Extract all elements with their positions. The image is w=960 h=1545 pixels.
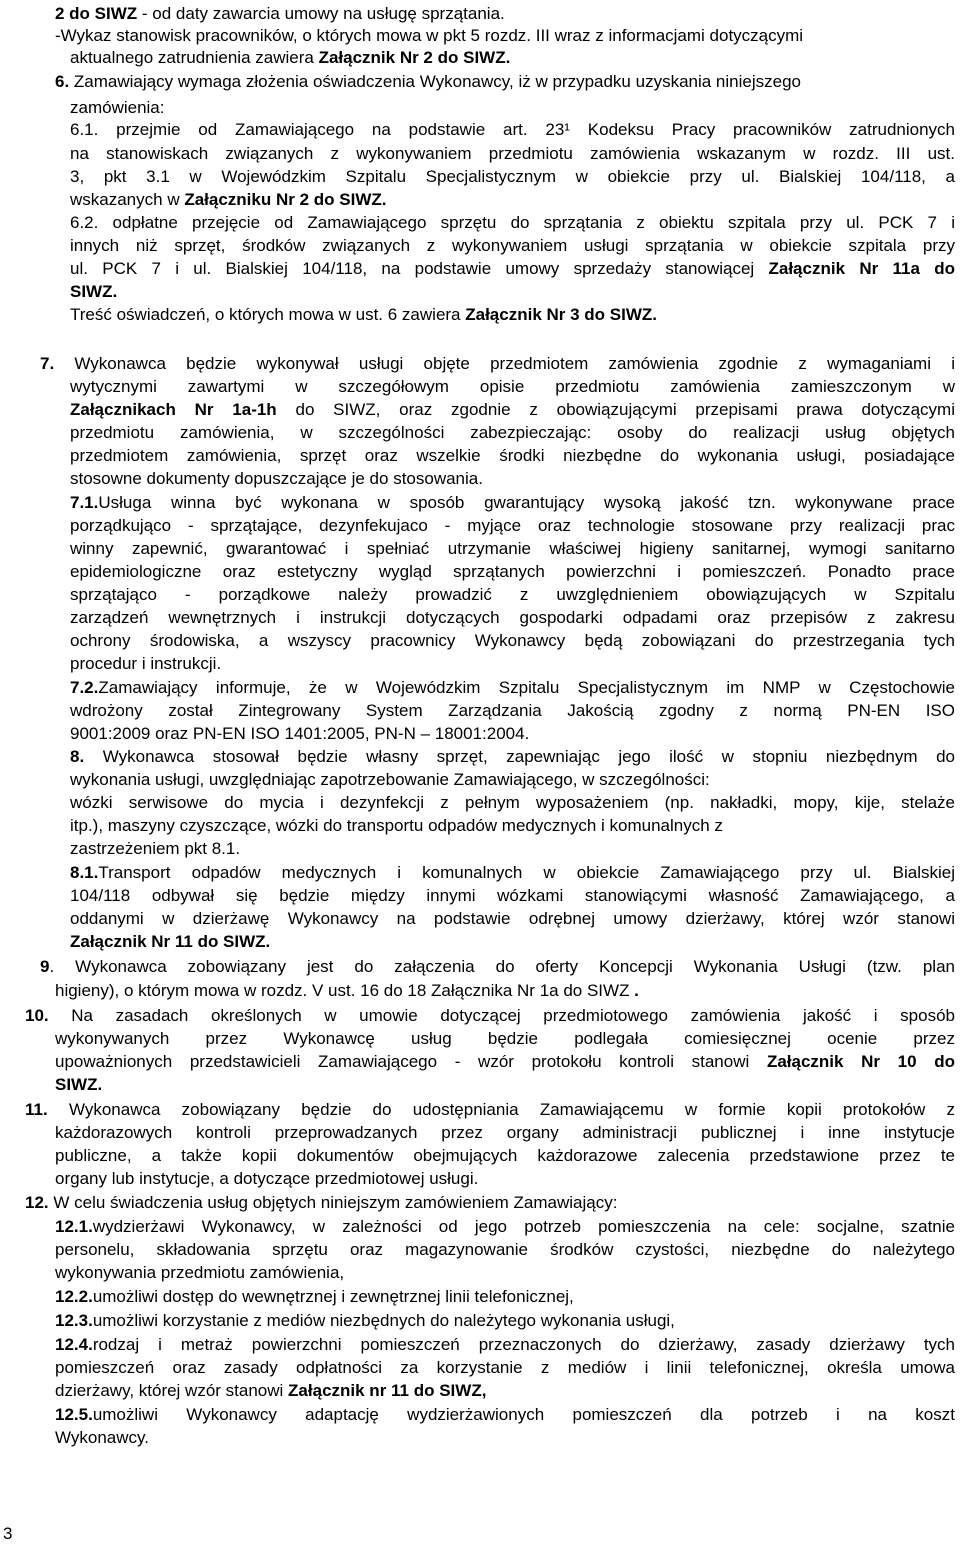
text-line xyxy=(55,1168,478,1190)
text-line xyxy=(55,25,803,47)
text-run: Treść oświadczeń, o których mowa w ust. 6 zawiera xyxy=(70,305,466,324)
text-run: ul. PCK 7 i ul. Bialskiej 104/118, na podstawie umowy sprzedaży stanowiącej xyxy=(70,259,769,278)
text-line xyxy=(70,607,955,629)
text-run: wykonania usługi, uwzględniając zapotrzebowanie Zamawiającego, w szczególności: xyxy=(70,770,710,789)
text-run: wskazanych w xyxy=(70,190,185,209)
bold-text: 12.4. xyxy=(55,1335,93,1354)
text-line xyxy=(70,422,955,444)
text-run: organy lub instytucje, a dotyczące przedmiotowej usługi. xyxy=(55,1169,479,1188)
page-number: 3 xyxy=(3,1524,13,1543)
bold-text: 9 xyxy=(40,957,50,976)
text-run: winny zapewnić, gwarantować i spełniać utrzymanie właściwej higieny sanitarnej, wymogi sanitarno xyxy=(70,539,955,558)
bold-text: 6. xyxy=(55,72,70,91)
text-line xyxy=(55,3,505,25)
bold-text: . xyxy=(634,981,639,1000)
text-run: personelu, składowania sprzętu oraz magazynowanie środków czystości, niezbędne do należytego xyxy=(55,1240,955,1259)
text-line xyxy=(55,1262,344,1284)
text-run: oddanymi w dzierżawę Wykonawcy na podstawie odrębnej umowy dzierżawy, której wzór stanowi xyxy=(70,909,955,928)
text-line xyxy=(70,838,240,860)
text-run: 9001:2009 oraz PN-EN ISO 1401:2005, PN-N – 18001:2004. xyxy=(70,724,530,743)
text-line xyxy=(55,1216,955,1238)
bold-text: 7.1. xyxy=(70,493,99,512)
text-line xyxy=(55,1051,955,1073)
text-line xyxy=(55,1028,955,1050)
text-run: upoważnionych przedstawicieli Zamawiającego - wzór protokołu kontroli stanowi xyxy=(55,1052,767,1071)
bold-text: 12.2. xyxy=(55,1287,93,1306)
text-line xyxy=(70,677,955,699)
text-run: przedmiotu zamówienia, w szczególności zabezpieczając: osoby do realizacji usług objętych xyxy=(70,423,955,442)
text-run: . Wykonawca zobowiązany jest do załączenia do oferty Koncepcji Wykonania Usługi (tzw. plan xyxy=(49,957,955,976)
text-run: Transport odpadów medycznych i komunalnych w obiekcie Zamawiającego przy ul. Bialskiej xyxy=(98,863,955,882)
text-run: 104/118 odbywał się będzie między innymi wózkami stanowiącymi własność Zamawiającego, a xyxy=(70,886,955,905)
text-line xyxy=(70,862,955,884)
text-line xyxy=(70,815,723,837)
bold-text: 12.3. xyxy=(55,1311,93,1330)
bold-text: SIWZ. xyxy=(55,1075,103,1094)
text-line xyxy=(70,166,955,188)
text-run: Wykonawca zobowiązany będzie do udostępniania Zamawiającemu w formie kopii protokołów z xyxy=(47,1100,955,1119)
text-line xyxy=(55,71,801,93)
bold-text: Załączniku Nr 2 do SIWZ. xyxy=(184,190,387,209)
text-run: Usługa winna być wykonana w sposób gwarantujący wysoką jakość tzn. wykonywane prace xyxy=(98,493,955,512)
text-run: do SIWZ, oraz zgodnie z obowiązującymi przepisami prawa dotyczącymi xyxy=(276,400,955,419)
text-run: Zamawiający wymaga złożenia oświadczenia Wykonawcy, iż w przypadku uzyskania niniejszego xyxy=(69,72,801,91)
text-line xyxy=(70,769,710,791)
text-run: publiczne, a także kopii dokumentów obejmujących każdorazowe zalecenia przedstawione przez te xyxy=(55,1146,955,1165)
text-run: Na zasadach określonych w umowie dotyczącej przedmiotowego zamówienia jakość i sposób xyxy=(48,1006,955,1025)
text-line xyxy=(70,700,955,722)
text-line xyxy=(70,792,955,814)
text-line xyxy=(70,908,955,930)
text-run: W celu świadczenia usług objętych niniejszym zamówieniem Zamawiający: xyxy=(48,1193,618,1212)
text-line xyxy=(25,1192,617,1214)
text-line xyxy=(70,515,955,537)
text-run: umożliwi dostęp do wewnętrznej i zewnętrznej linii telefonicznej, xyxy=(92,1287,574,1306)
bold-text: Załącznik Nr 10 do xyxy=(766,1052,955,1071)
text-line xyxy=(70,492,955,514)
text-line xyxy=(55,1145,955,1167)
text-run: zarządzeń wewnętrznych i instrukcji dotyczących gospodarki odpadami oraz przepisów z zakresu xyxy=(70,608,955,627)
bold-text: 12.5. xyxy=(55,1405,93,1424)
text-line xyxy=(70,304,657,326)
text-run: wdrożony został Zintegrowany System Zarządzania Jakością zgodny z normą PN-EN ISO xyxy=(70,701,955,720)
text-run: zastrzeżeniem pkt 8.1. xyxy=(70,839,241,858)
text-line xyxy=(55,1404,955,1426)
bold-text: 2 do SIWZ xyxy=(55,4,138,23)
text-run: wydzierżawi Wykonawcy, w zależności od jego potrzeb pomieszczenia na cele: socjalne, szatnie xyxy=(92,1217,955,1236)
text-line xyxy=(55,1286,574,1308)
text-line xyxy=(55,980,639,1002)
bold-text: 12. xyxy=(25,1193,49,1212)
text-run: aktualnego zatrudnienia zawiera xyxy=(70,48,319,67)
text-line xyxy=(55,1334,955,1356)
text-run: ochrony środowiska, a wszyscy pracownicy Wykonawcy będą zobowiązani do przestrzegania tych xyxy=(70,631,955,650)
text-line xyxy=(70,538,955,560)
bold-text: 8. xyxy=(70,747,85,766)
text-run: -Wykaz stanowisk pracowników, o których mowa w pkt 5 rozdz. III wraz z informacjami dotyczącymi xyxy=(55,26,804,45)
text-run: 3, pkt 3.1 w Wojewódzkim Szpitalu Specjalistycznym w obiekcie przy ul. Bialskiej 104/118, a xyxy=(70,167,955,186)
text-run: itp.), maszyny czyszczące, wózki do transportu odpadów medycznych i komunalnych z xyxy=(70,816,723,835)
bold-text: Załącznik Nr 11 do SIWZ. xyxy=(70,932,271,951)
bold-text: 8.1. xyxy=(70,863,99,882)
text-line xyxy=(70,258,955,280)
text-line xyxy=(70,376,955,398)
text-line xyxy=(70,235,955,257)
text-line xyxy=(70,445,955,467)
text-line xyxy=(55,1239,955,1261)
text-line xyxy=(70,746,955,768)
text-run: wózki serwisowe do mycia i dezynfekcji z pełnym wyposażeniem (np. nakładki, mopy, kije, stelaże xyxy=(70,793,955,812)
text-run: Wykonawcy. xyxy=(55,1428,149,1447)
text-line xyxy=(70,653,221,675)
text-line xyxy=(70,723,529,745)
text-line xyxy=(70,119,955,141)
text-run: umożliwi korzystanie z mediów niezbędnych do należytego wykonania usługi, xyxy=(92,1311,675,1330)
text-line xyxy=(70,584,955,606)
text-run: rodzaj i metraż powierzchni pomieszczeń przeznaczonych do dzierżawy, zasady dzierżawy tych xyxy=(92,1335,955,1354)
text-run: 6.2. odpłatne przejęcie od Zamawiającego sprzętu do sprzątania z obiektu szpitala przy ul. PCK 7 i xyxy=(70,213,955,232)
text-line xyxy=(70,97,165,119)
text-run: pomieszczeń oraz zasady odpłatności za korzystanie z mediów i linii telefonicznej, określa umowa xyxy=(55,1358,955,1377)
text-run: higieny), o którym mowa w rozdz. V ust. 16 do 18 Załącznika Nr 1a do SIWZ xyxy=(55,981,635,1000)
bold-text: 11. xyxy=(25,1100,48,1119)
bold-text: 12.1. xyxy=(55,1217,93,1236)
text-line xyxy=(40,353,955,375)
text-line xyxy=(55,1380,486,1402)
bold-text: 7. xyxy=(40,354,55,373)
text-line xyxy=(70,281,117,303)
text-line xyxy=(55,1310,675,1332)
text-line xyxy=(25,1005,955,1027)
text-run: innych niż sprzęt, środków związanych z wykonywaniem usługi sprzątania w obiekcie szpitala przy xyxy=(70,236,955,255)
text-line xyxy=(70,189,386,211)
bold-text: Załącznik Nr 3 do SIWZ. xyxy=(465,305,657,324)
text-run: wytycznymi zawartymi w szczegółowym opisie przedmiotu zamówienia zamieszczonym w xyxy=(70,377,955,396)
text-line xyxy=(40,956,955,978)
text-line xyxy=(25,1099,955,1121)
bold-text: 10. xyxy=(25,1006,49,1025)
text-line xyxy=(55,1427,149,1449)
text-run: sprzątająco - porządkowe należy prowadzić z uwzględnieniem obowiązujących w Szpitalu xyxy=(70,585,955,604)
text-line xyxy=(70,399,955,421)
text-run: dzierżawy, której wzór stanowi xyxy=(55,1381,289,1400)
text-line xyxy=(70,931,270,953)
text-line xyxy=(70,630,955,652)
bold-text: Załącznik Nr 2 do SIWZ. xyxy=(318,48,511,67)
bold-text: SIWZ. xyxy=(70,282,118,301)
text-line xyxy=(55,1122,955,1144)
text-line xyxy=(70,212,955,234)
text-run: przedmiotem zamówienia, sprzęt oraz wszelkie środki niezbędne do wykonania usługi, posiadające xyxy=(70,446,955,465)
text-run: na stanowiskach związanych z wykonywaniem przedmiotu zamówienia wskazanym w rozdz. III ust. xyxy=(70,144,955,163)
bold-text: Załącznik Nr 11a do xyxy=(768,259,955,278)
text-run: Wykonawca będzie wykonywał usługi objęte przedmiotem zamówienia zgodnie z wymaganiami i xyxy=(54,354,955,373)
text-line xyxy=(70,47,510,69)
text-run: Zamawiający informuje, że w Wojewódzkim Szpitalu Specjalistycznym im NMP w Częstochowie xyxy=(98,678,955,697)
text-line xyxy=(70,561,955,583)
text-line xyxy=(70,468,483,490)
text-line xyxy=(70,143,955,165)
text-run: każdorazowych kontroli przeprowadzanych przez organy administracji publicznej i inne instytucje xyxy=(55,1123,955,1142)
text-run: stosowne dokumenty dopuszczające je do stosowania. xyxy=(70,469,483,488)
text-line xyxy=(55,1357,955,1379)
text-run: wykonywania przedmiotu zamówienia, xyxy=(55,1263,345,1282)
text-run: - od daty zawarcia umowy na usługę sprzątania. xyxy=(137,4,505,23)
bold-text: Załącznikach Nr 1a-1h xyxy=(70,400,277,419)
text-line xyxy=(55,1074,102,1096)
text-run: 6.1. przejmie od Zamawiającego na podstawie art. 23¹ Kodeksu Pracy pracowników zatrudnionych xyxy=(70,120,955,139)
text-run: Wykonawca stosował będzie własny sprzęt, zapewniając jego ilość w stopniu niezbędnym do xyxy=(84,747,955,766)
bold-text: 7.2. xyxy=(70,678,99,697)
text-line xyxy=(70,885,955,907)
text-run: wykonywanych przez Wykonawcę usług będzie podlegała comiesięcznej ocenie przez xyxy=(55,1029,955,1048)
text-run: procedur i instrukcji. xyxy=(70,654,222,673)
text-run: umożliwi Wykonawcy adaptację wydzierżawionych pomieszczeń dla potrzeb i na koszt xyxy=(92,1405,955,1424)
text-run: porządkująco - sprzątające, dezynfekujaco - myjące oraz technologie stosowane przy realizacji prac xyxy=(70,516,955,535)
text-run: epidemiologiczne oraz estetyczny wygląd sprzątanych powierzchni i pomieszczeń. Ponadto prace xyxy=(70,562,955,581)
text-run: zamówienia: xyxy=(70,98,165,117)
bold-text: Załącznik nr 11 do SIWZ, xyxy=(288,1381,487,1400)
